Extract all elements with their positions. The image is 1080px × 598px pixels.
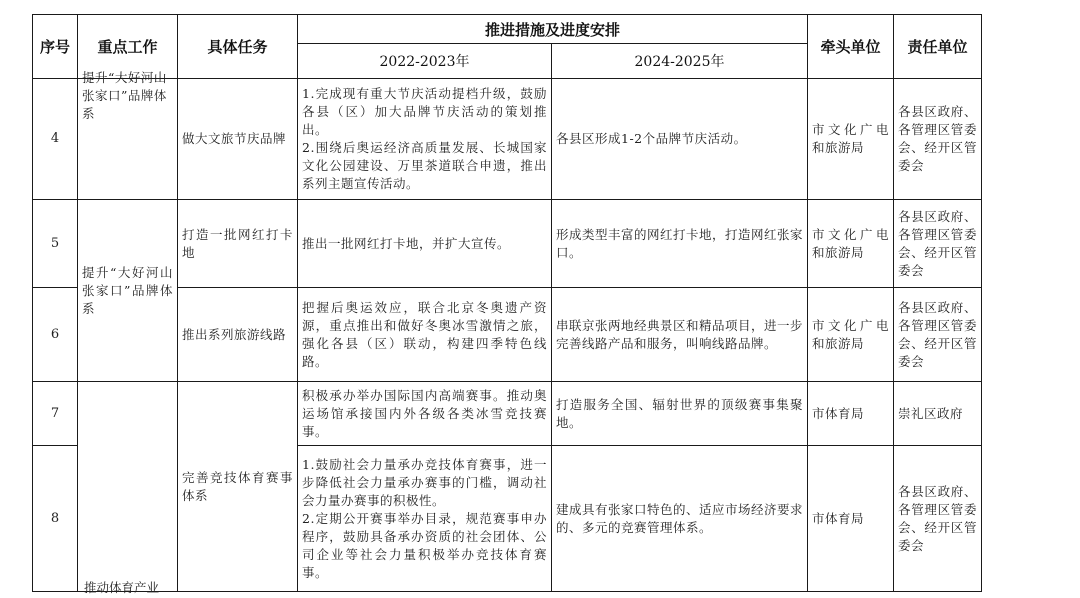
resp-unit-cell: 各县区政府、各管理区管委会、经开区管委会	[894, 79, 982, 200]
header-row	[33, 15, 982, 44]
plan-2022-2023-cell: 把握后奥运效应，联合北京冬奥遗产资源，重点推出和做好冬奥冰雪激情之旅，强化各县（区）联动，构建四季特色线路。	[298, 288, 552, 382]
table-row	[33, 382, 982, 446]
task-cell: 推出系列旅游线路	[178, 288, 298, 382]
plan-2022-2023-cell: 1.鼓励社会力量承办竞技体育赛事，进一步降低社会力量承办赛事的门槛，调动社会力量办赛事的积极性。 2.定期公开赛事举办目录，规范赛事申办程序，鼓励具备承办资质的社会团体、公司企业等社会力量积极举办竞技体育赛事。	[298, 446, 552, 592]
row-seq: 6	[33, 288, 78, 382]
lead-unit-cell: 市文化广电和旅游局	[808, 200, 894, 288]
plan-2024-2025-cell: 各县区形成1-2个品牌节庆活动。	[552, 79, 808, 200]
plan-2024-2025-cell: 建成具有张家口特色的、适应市场经济要求的、多元的竞赛管理体系。	[552, 446, 808, 592]
header-seq: 序号	[33, 15, 78, 79]
plan-2024-2025-cell: 串联京张两地经典景区和精品项目，进一步完善线路产品和服务，叫响线路品牌。	[552, 288, 808, 382]
task-cell: 打造一批网红打卡地	[178, 200, 298, 288]
key-work-text-wrap	[78, 70, 177, 199]
plan-table	[32, 14, 982, 595]
plan-2022-2023-cell: 积极承办举办国际国内高端赛事。推动奥运场馆承接国内外各级各类冰雪竞技赛事。	[298, 382, 552, 446]
key-work-cell: 提升“大好河山张家口”品牌体系	[78, 200, 178, 382]
lead-unit-cell: 市文化广电和旅游局	[808, 79, 894, 200]
row-seq: 8	[33, 446, 78, 592]
header-resp-unit: 责任单位	[894, 15, 982, 79]
key-work-text: 提升“大好河山张家口”品牌体系	[82, 70, 167, 121]
plan-2022-2023-cell: 推出一批网红打卡地，并扩大宣传。	[298, 200, 552, 288]
header-period-2024-2025: 2024-2025年	[552, 44, 808, 79]
header-lead-unit: 牵头单位	[808, 15, 894, 79]
plan-table-container	[32, 14, 982, 595]
row-seq: 7	[33, 382, 78, 446]
lead-unit-cell: 市文化广电和旅游局	[808, 288, 894, 382]
header-period-2022-2023: 2022-2023年	[298, 44, 552, 79]
table-row	[33, 79, 982, 200]
resp-unit-cell: 各县区政府、各管理区管委会、经开区管委会	[894, 288, 982, 382]
key-work-text: 推动体育产业	[84, 580, 160, 595]
key-work-cell	[78, 382, 178, 595]
row-seq: 4	[33, 79, 78, 200]
plan-2024-2025-cell: 打造服务全国、辐射世界的顶级赛事集聚地。	[552, 382, 808, 446]
table-row	[33, 200, 982, 288]
row-seq: 5	[33, 200, 78, 288]
plan-2024-2025-cell: 形成类型丰富的网红打卡地，打造网红张家口。	[552, 200, 808, 288]
header-measures: 推进措施及进度安排	[298, 15, 808, 44]
task-cell: 完善竞技体育赛事体系	[178, 382, 298, 592]
plan-2022-2023-cell: 1.完成现有重大节庆活动提档升级，鼓励各县（区）加大品牌节庆活动的策划推出。 2.围绕后奥运经济高质量发展、长城国家文化公园建设、万里茶道联合申遗，推出系列主题宣传活动。	[298, 79, 552, 200]
lead-unit-cell: 市体育局	[808, 382, 894, 446]
resp-unit-cell: 各县区政府、各管理区管委会、经开区管委会	[894, 200, 982, 288]
resp-unit-cell: 各县区政府、各管理区管委会、经开区管委会	[894, 446, 982, 592]
header-key-work: 重点工作	[78, 15, 178, 79]
task-cell: 做大文旅节庆品牌	[178, 79, 298, 200]
lead-unit-cell: 市体育局	[808, 446, 894, 592]
key-work-cell	[78, 70, 178, 200]
header-task: 具体任务	[178, 15, 298, 79]
resp-unit-cell: 崇礼区政府	[894, 382, 982, 446]
